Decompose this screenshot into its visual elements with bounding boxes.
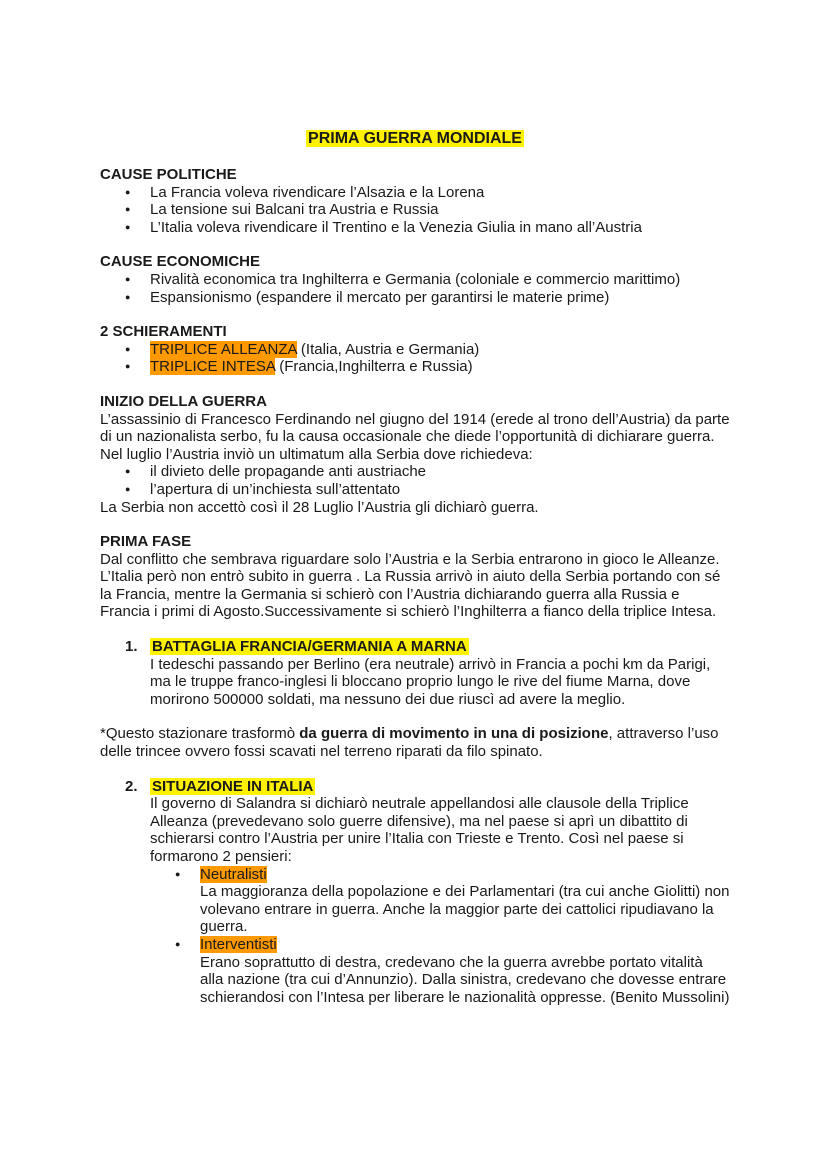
paragraph-battaglia: I tedeschi passando per Berlino (era neutrale) arrivò in Francia a pochi km da Parigi, ma le truppe franco-inglesi li bloccano proprio lungo le rive del fiume Marna, dove morirono 500000 soldati, ma nessuno dei due riuscì ad avere la meglio. [150,655,711,708]
list-item [100,341,730,359]
list-schieramenti [100,341,730,376]
heading-schieramenti: 2 SCHIERAMENTI [100,323,227,341]
heading-inizio-guerra: INIZIO DELLA GUERRA [100,392,267,410]
item-detail: (Italia, Austria e Germania) [296,340,480,358]
list-item: ● l’apertura di un’inchiesta sull’attentato [100,481,730,499]
highlight-triplice-alleanza: TRIPLICE ALLEANZA [150,340,297,358]
title-text: PRIMA GUERRA MONDIALE [308,130,522,147]
list-item: ● La Francia voleva rivendicare l’Alsazia e la Lorena [100,184,730,202]
list-item [100,866,730,884]
item-number: 2. [125,777,138,795]
item-detail: (Francia,Inghilterra e Russia) [275,358,473,376]
heading-cause-politiche: CAUSE POLITICHE [100,166,237,183]
document-title [100,128,730,150]
paragraph-prima-fase: Dal conflitto che sembrava riguardare solo l’Austria e la Serbia entrarono in gioco le Alleanze. L’Italia però non entrò subito in guerra . La Russia arrivò in aiuto della Serbia portando con sé la Francia, mentre la Germania si schierò con l’Austria dichiarando guerra alla Russia e Francia i primi di Agosto.Successivamente si schierò l’Inghilterra a fianco della triplice Intesa. [100,550,721,621]
paragraph-interventisti: Erano soprattutto di destra, credevano che la guerra avrebbe portato vitalità alla nazione (tra cui d’Annunzio). Dalla sinistra, credevano che dovesse entrare schierandosi con l’Intesa per liberare le nazionalità oppresse. (Benito Mussolini) [200,953,730,1006]
nota-post: , attraverso l’uso delle trincee ovvero fossi scavati nel terreno riparati da filo spinato. [100,725,719,761]
list-cause-politiche [100,184,730,237]
list-pensieri [100,936,730,954]
paragraph-inizio-outro: La Serbia non accettò così il 28 Luglio l’Austria gli dichiarò guerra. [100,498,539,516]
battaglia-title: BATTAGLIA FRANCIA/GERMANIA A MARNA [152,638,467,656]
nota-pre: *Questo stazionare trasformò [100,725,300,743]
list-item: ● L’Italia voleva rivendicare il Trentino e la Venezia Giulia in mano all’Austria [100,219,730,237]
list-item: ● La tensione sui Balcani tra Austria e Russia [100,201,730,219]
highlight-neutralisti: Neutralisti [200,865,267,883]
paragraph-inizio-intro: L’assassinio di Francesco Ferdinando nel giugno del 1914 (erede al trono dell’Austria) da parte di un nazionalista serbo, fu la causa occasionale che diede l’opportunità di dichiarare guerra. Nel luglio l’Austria inviò un ultimatum alla Serbia dove richiedeva: [100,410,730,463]
paragraph-neutralisti: La maggioranza della popolazione e dei Parlamentari (tra cui anche Giolitti) non volevano entrare in guerra. Anche la maggior parte dei cattolici ripudiavano la guerra. [200,883,730,936]
paragraph-situazione: Il governo di Salandra si dichiarò neutrale appellandosi alle clausole della Triplice Alleanza (prevedevano solo guerre difensive), ma nel paese si aprì un dibattito di schierarsi contro l’Austria per unire l’Italia con Trieste e Trento. Così nel paese si formarono 2 pensieri: [150,795,689,865]
highlight-triplice-intesa: TRIPLICE INTESA [150,358,276,376]
list-item [100,936,730,954]
numbered-heading-situazione [100,778,730,796]
numbered-heading-battaglia [100,638,730,656]
paragraph-nota [100,725,730,760]
list-ultimatum [100,463,730,498]
list-item: ● il divieto delle propagande anti austriache [100,463,730,481]
list-cause-economiche [100,271,730,306]
list-pensieri [100,866,730,884]
document-page [100,128,730,1006]
item-number: 1. [125,638,138,656]
heading-cause-economiche: CAUSE ECONOMICHE [100,253,261,271]
situazione-title: SITUAZIONE IN ITALIA [152,777,314,795]
nota-bold: da guerra di movimento in una di posizione [299,725,609,743]
list-item [100,358,730,376]
heading-prima-fase: PRIMA FASE [100,533,192,551]
list-item: ● Rivalità economica tra Inghilterra e Germania (coloniale e commercio marittimo) [100,271,730,289]
list-item: ● Espansionismo (espandere il mercato per garantirsi le materie prime) [100,289,730,307]
highlight-interventisti: Interventisti [200,935,277,953]
